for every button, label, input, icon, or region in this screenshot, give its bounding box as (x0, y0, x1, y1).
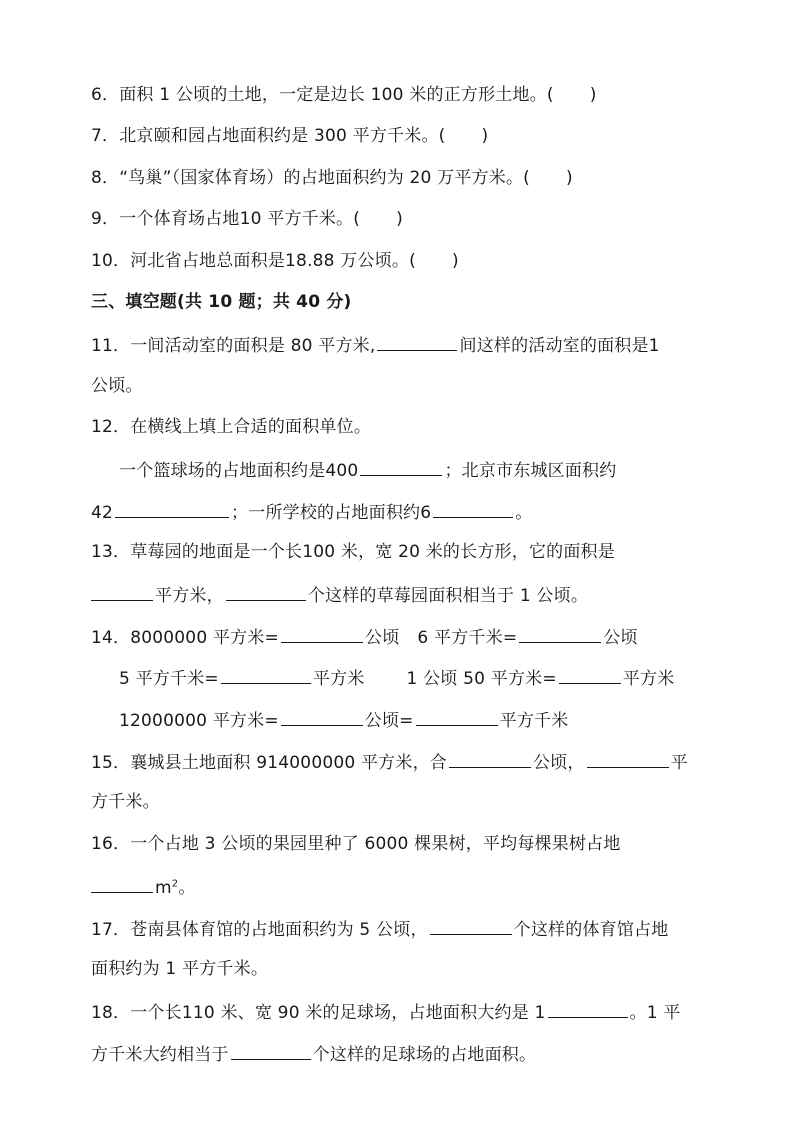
answer-blank[interactable] (281, 624, 363, 643)
question-8-text: 8．“鸟巢”（国家体育场）的占地面积约为 20 万平方米。( (91, 168, 531, 188)
question-12-line-1: 一个篮球场的占地面积约是400 ；北京市东城区面积约 (119, 457, 616, 483)
answer-blank[interactable] (226, 582, 306, 601)
question-15: 15．襄城县土地面积 914000000 平方米，合 公顷， 平 (91, 749, 688, 775)
section-3-title: 三、填空题(共 10 题；共 40 分) (91, 292, 352, 312)
question-6-text: 6．面积 1 公顷的土地，一定是边长 100 米的正方形土地。( (91, 85, 554, 105)
answer-blank[interactable] (430, 916, 512, 935)
question-15-cont: 方千米。 (91, 792, 160, 812)
question-7: 7．北京颐和园占地面积约是 300 平方千米。( ) (91, 126, 489, 146)
question-11-cont: 公顷。 (91, 376, 143, 396)
question-10-text: 10．河北省占地总面积是18.88 万公顷。( (91, 251, 416, 271)
question-6: 6．面积 1 公顷的土地，一定是边长 100 米的正方形土地。( ) (91, 85, 597, 105)
answer-blank[interactable] (231, 1041, 311, 1060)
answer-blank[interactable] (548, 999, 628, 1018)
question-16: 16．一个占地 3 公顷的果园里种了 6000 棵果树，平均每棵果树占地 (91, 834, 621, 854)
question-7-text: 7．北京颐和园占地面积约是 300 平方千米。( (91, 126, 446, 146)
question-13: 13．草莓园的地面是一个长100 米，宽 20 米的长方形，它的面积是 (91, 542, 615, 562)
question-11: 11．一间活动室的面积是 80 平方米, 间这样的活动室的面积是1 (91, 332, 660, 358)
question-18: 18．一个长110 米、宽 90 米的足球场，占地面积大约是 1 。1 平 (91, 999, 681, 1025)
question-16-cont: $m^2$。 (91, 874, 196, 900)
answer-blank[interactable] (91, 874, 153, 893)
question-8: 8．“鸟巢”（国家体育场）的占地面积约为 20 万平方米。( ) (91, 168, 573, 188)
answer-blank[interactable] (559, 665, 621, 684)
answer-blank[interactable] (433, 499, 513, 518)
answer-blank[interactable] (519, 624, 601, 643)
question-12-line-2: 42 ；一所学校的占地面积约6 。 (91, 499, 532, 525)
question-12: 12．在横线上填上合适的面积单位。 (91, 417, 372, 437)
answer-blank[interactable] (281, 707, 363, 726)
question-9-text: 9．一个体育场占地10 平方千米。( (91, 209, 361, 229)
question-14: 14．8000000 平方米= 公顷 6 平方千米= 公顷 (91, 624, 638, 650)
answer-blank[interactable] (221, 665, 311, 684)
answer-blank[interactable] (91, 582, 153, 601)
question-14-line-2: 5 平方千米= 平方米 1 公顷 50 平方米= 平方米 (119, 665, 674, 691)
question-18-cont: 方千米大约相当于 个这样的足球场的占地面积。 (91, 1041, 536, 1067)
question-17-cont: 面积约为 1 平方千米。 (91, 959, 269, 979)
question-13-cont: 平方米， 个这样的草莓园面积相当于 1 公顷。 (91, 582, 588, 608)
answer-blank[interactable] (360, 457, 442, 476)
question-9: 9．一个体育场占地10 平方千米。( ) (91, 209, 403, 229)
answer-blank[interactable] (377, 332, 457, 351)
answer-blank[interactable] (115, 499, 229, 518)
answer-blank[interactable] (587, 749, 669, 768)
question-14-line-3: 12000000 平方米= 公顷= 平方千米 (119, 707, 568, 733)
question-17: 17．苍南县体育馆的占地面积约为 5 公顷， 个这样的体育馆占地 (91, 916, 668, 942)
question-10: 10．河北省占地总面积是18.88 万公顷。( ) (91, 251, 459, 271)
answer-blank[interactable] (449, 749, 531, 768)
answer-blank[interactable] (416, 707, 498, 726)
